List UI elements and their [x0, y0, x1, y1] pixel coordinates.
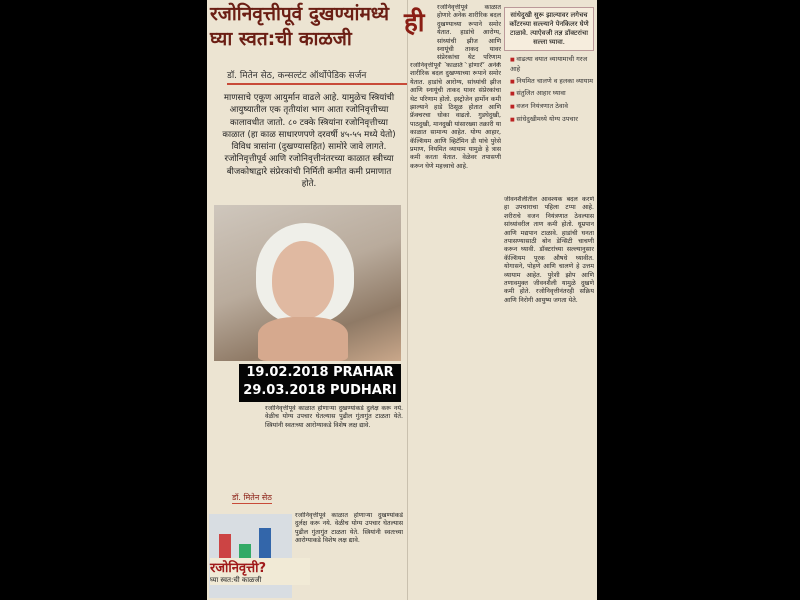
- right-sidebar: [504, 7, 594, 128]
- woman-photo: [214, 205, 401, 361]
- advice-box: सांधेदुखी सुरू झाल्यावर लगेचच कॉंटरच्या सल्ल्याने पेनकिलर घेणे टाळावे. त्याऐवजी तज्ञ डॉक्टरांचा सल्ला घ्यावा.: [504, 7, 594, 51]
- photo-hands: [258, 317, 348, 361]
- bottom-author: डॉ. मितेन सेठ: [232, 493, 272, 502]
- tip-item: ■ संतुलित आहार घ्यावा: [510, 89, 594, 99]
- headline: रजोनिवृत्तीपूर्व दुखण्यांमध्ये घ्या स्वत:ची काळजी: [210, 3, 389, 50]
- tip-item: ■ सांधेदुखीमध्ये योग्य उपचार: [510, 115, 594, 125]
- byline: डॉ. मितेन सेठ, कन्सल्टंट ऑर्थोपेडिक सर्जन: [227, 68, 407, 85]
- tips-list: [504, 55, 594, 125]
- newspaper-clipping: [207, 0, 597, 600]
- drop-cap: ही: [404, 8, 425, 38]
- date-line-1: 19.02.2018 PRAHAR: [246, 365, 394, 380]
- caption-title: रजोनिवृत्ती?: [210, 561, 267, 576]
- publication-dates: [239, 364, 401, 402]
- intro-paragraph: माणसाचे एकूण आयुर्मान वाढले आहे. यामुळेच स्त्रियांची आयुष्यातील एक तृतीयांश भाग आता रजोनिवृत्तीच्या कालावधीत जातो. ८० टक्के स्त्रियांना रजोनिवृत्तीच्या काळात (हा काळ साधारणपणे दरवर्षी ४५-५५ मध्ये येतो) विविध त्रासांना (दुखण्यासहित) सामोरे जावे लागते. रजोनिवृत्तीपूर्व आणि रजोनिवृत्तीनंतरच्या काळात स्त्रीच्या बीजकोषाद्वारे संप्रेरकांची निर्मिती कमीत कमी प्रमाणात होते.: [222, 93, 396, 190]
- column-divider: [407, 0, 408, 600]
- column-3: जीवनशैलीतील आवश्यक बदल करणे हा उपचाराचा पहिला टप्पा आहे. शरीराचे वजन नियंत्रणात ठेवल्यास सांध्यांवरील ताण कमी होतो. धूम्रपान आणि मद्यपान टाळावे. हाडांची घनता तपासण्यासाठी बोन डेन्सिटी चाचणी करून घ्यावी. डॉक्टरांच्या सल्ल्यानुसार कॅल्शियम पूरक औषधे घ्यावीत. योगासने, पोहणे आणि चालणे हे उत्तम व्यायाम आहेत. पुरेशी झोप आणि तणावमुक्त जीवनशैली यामुळे दुखणे कमी होते. रजोनिवृत्तीनंतरही सक्रिय आणि निरोगी आयुष्य जगता येते.: [504, 196, 594, 304]
- tip-item: ■ वाढत्या वयात व्यायामाची गरज आहे: [510, 55, 594, 74]
- date-line-2: 29.03.2018 PUDHARI: [243, 383, 397, 398]
- lower-left-column: रजोनिवृत्तीपूर्व काळात होणाऱ्या दुखण्यांकडे दुर्लक्ष करू नये. वेळीच योग्य उपचार घेतल्यास पुढील गुंतागुंत टाळता येते. स्त्रियांनी स्वतःच्या आरोग्याकडे विशेष लक्ष द्यावे.: [265, 405, 403, 429]
- tip-item: ■ वजन नियंत्रणात ठेवावे: [510, 102, 594, 112]
- calculator-graphic: [209, 514, 292, 598]
- photo-face: [272, 241, 334, 319]
- caption-subtitle: घ्या स्वत:ची काळजी: [210, 576, 262, 584]
- bottom-column: रजोनिवृत्तीपूर्व काळात होणाऱ्या दुखण्यांकडे दुर्लक्ष करू नये. वेळीच योग्य उपचार घेतल्यास पुढील गुंतागुंत टाळता येते. स्त्रियांनी स्वतःच्या आरोग्याकडे विशेष लक्ष द्यावे.: [295, 512, 403, 545]
- tip-item: ■ नियमित चालणे व हलका व्यायाम: [510, 77, 594, 87]
- column-2: रजोनिवृत्तीपूर्व काळात होणारे अनेक शारीरिक बदल दुखण्याच्या रूपाने समोर येतात. हाडांचे आरोग्य, सांध्यांची झीज आणि स्नायूंची ताकद यावर संप्रेरकांचा थेट परिणाम होतो. इस्ट्रोजेन हार्मोन कमी झाल्याने हाडे ठिसूळ होतात आणि फ्रॅक्चरचा धोका वाढतो. गुडघेदुखी, पाठदुखी, मानदुखी यांसारख्या तक्रारी या काळात सामान्य आहेत. योग्य आहार, कॅल्शियम आणि व्हिटॅमिन डी यांचे पुरेसे प्रमाण, नियमित व्यायाम यामुळे हे त्रास कमी करता येतात. वेळेवर तपासणी करून घेणे महत्त्वाचे आहे.: [410, 62, 501, 170]
- column-2-top: रजोनिवृत्तीपूर्व काळात होणारे अनेक शारीरिक बदल दुखण्याच्या रूपाने समोर येतात. हाडांचे आरोग्य, सांध्यांची झीज आणि स्नायूंची ताकद यावर संप्रेरकांचा थेट परिणाम: [437, 4, 501, 62]
